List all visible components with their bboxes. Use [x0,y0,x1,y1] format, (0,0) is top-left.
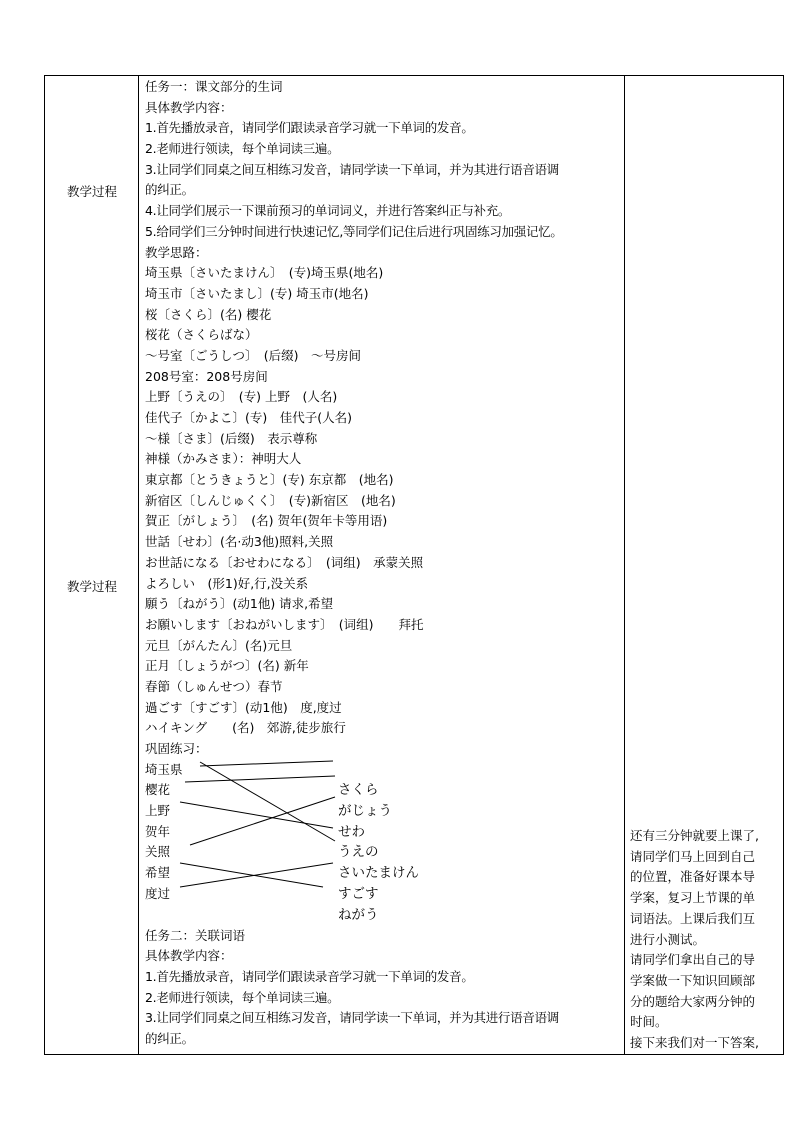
note-line: 接下来我们对一下答案, [630,1035,759,1051]
step-line: 5.给同学们三分钟时间进行快速记忆,等同学们记住后进行巩固练习加强记忆。 [145,223,563,239]
matching-lines [145,760,445,926]
left-label-teaching-process: 教学过程 [66,184,117,199]
vocab-entry: ～様〔さま〕(后缀) 表示尊称 [145,430,318,446]
vocab-entry: 元旦〔がんたん〕(名)元旦 [145,637,293,653]
table-top-border [44,75,784,76]
left-label-teaching-process-2: 教学过程 [66,579,117,594]
lesson-content [145,77,623,1050]
note-line: 词语法。上课后我们互 [630,910,756,926]
match-line [200,761,333,766]
vocab-entry: お世話になる〔おせわになる〕 (词组) 承蒙关照 [145,554,424,570]
match-right-item: せわ [338,823,365,840]
content-label: 具体教学内容： [145,99,233,115]
vocab-entry: 賀正〔がしょう〕 (名) 贺年(贺年卡等用语) [145,513,388,529]
note-line: 时间。 [630,1014,668,1030]
match-left-item: 关照 [145,844,171,860]
match-right-item: さいたまけん [338,865,419,882]
vocab-entry: 上野〔うえの〕 (专) 上野 (人名) [145,389,338,405]
practice-label: 巩固练习： [145,741,208,756]
step-line: 4.让同学们展示一下课前预习的单词词义，并进行答案纠正与补充。 [145,203,511,219]
teacher-notes [630,826,782,1054]
match-left-item: 上野 [145,803,171,819]
match-line [185,776,335,782]
step-line: 3.让同学们同桌之间互相练习发音，请同学读一下单词，并为其进行语音语调 [145,1010,559,1026]
step-line: 的纠正。 [145,1031,194,1047]
step-line: 2.老师进行领读，每个单词读三遍。 [145,989,340,1005]
vocab-entry: ハイキング (名) 郊游,徒步旅行 [145,720,346,736]
vocab-entry: 世話〔せわ〕(名·动3他)照料,关照 [145,534,334,550]
vocab-entry: 新宿区〔しんじゅくく〕 (专)新宿区 (地名) [145,492,396,508]
table-divider-1 [138,75,139,1055]
step-line: 2.老师进行领读，每个单词读三遍。 [145,141,340,157]
vocab-entry: 神様（かみさま）：神明大人 [145,451,302,467]
vocab-entry: 正月〔しょうがつ〕(名) 新年 [145,658,309,674]
vocab-entry: 東京都〔とうきょうと〕(专) 东京都 (地名) [145,472,394,488]
vocab-entry: 桜花（さくらばな） [145,327,258,343]
match-right-item: すごす [338,885,379,902]
match-left-item: 埼玉県 [145,761,183,777]
vocab-entry: ～号室〔ごうしつ〕 (后缀) ～号房间 [145,347,362,363]
note-line: 分的题给大家两分钟的 [630,993,756,1009]
vocab-entry: 佳代子〔かよこ〕(专) 佳代子(人名) [145,410,353,425]
table-right-border [783,75,784,1055]
content-label: 具体教学内容： [145,948,233,964]
step-line: 1.首先播放录音，请同学们跟读录音学习就一下单词的发音。 [145,969,474,985]
match-line [200,762,335,841]
vocab-entry: 過ごす〔すごす〕(动1他) 度,度过 [145,699,342,715]
note-line: 学案做一下知识回顾部 [630,972,756,988]
table-left-border [44,75,45,1055]
step-line: 3.让同学们同桌之间互相练习发音，请同学读一下单词，并为其进行语音语调 [145,161,559,177]
note-line: 还有三分钟就要上课了, [630,828,759,843]
table-bottom-border [44,1054,784,1055]
match-left-item: 贺年 [145,823,171,839]
match-left-item: 度过 [145,885,171,901]
match-right-item: がじょう [338,803,392,820]
task-two-title: 任务二：关联词语 [145,927,246,943]
note-line: 的位置，准备好课本导 [630,869,756,885]
match-left-item: 希望 [145,865,171,881]
vocab-entry: よろしい (形1)好,行,没关系 [145,575,309,591]
note-line: 请同学们马上回到自己 [630,848,756,864]
vocab-entry: お願いします〔おねがいします〕 (词组) 拜托 [145,616,424,632]
vocab-entry: 埼玉市〔さいたまし〕(专) 埼玉市(地名) [145,285,369,301]
match-right-item: うえの [338,844,379,861]
note-line: 学案，复习上节课的单 [630,890,756,906]
match-line [190,797,335,845]
vocab-entry: 208号室：208号房间 [145,368,268,384]
match-line [180,802,333,828]
match-left-item: 樱花 [145,782,171,798]
match-right-item: ねがう [338,906,379,923]
matching-exercise [145,760,623,926]
vocab-entry: 埼玉県〔さいたまけん〕 (专)埼玉県(地名) [145,265,384,281]
vocab-entry: 願う〔ねがう〕(动1他) 请求,希望 [145,596,334,612]
idea-label: 教学思路： [145,244,208,260]
note-line: 进行小测试。 [630,931,706,947]
vocab-entry: 桜〔さくら〕(名) 樱花 [145,306,272,322]
step-line: 的纠正。 [145,182,194,198]
step-line: 1.首先播放录音，请同学们跟读录音学习就一下单词的发音。 [145,120,474,136]
task-one-title: 任务一：课文部分的生词 [145,79,283,94]
table-divider-2 [624,75,625,1055]
note-line: 请同学们拿出自己的导 [630,952,756,968]
vocab-entry: 春節（しゅんせつ）春节 [145,678,283,694]
match-right-item: さくら [338,782,379,799]
